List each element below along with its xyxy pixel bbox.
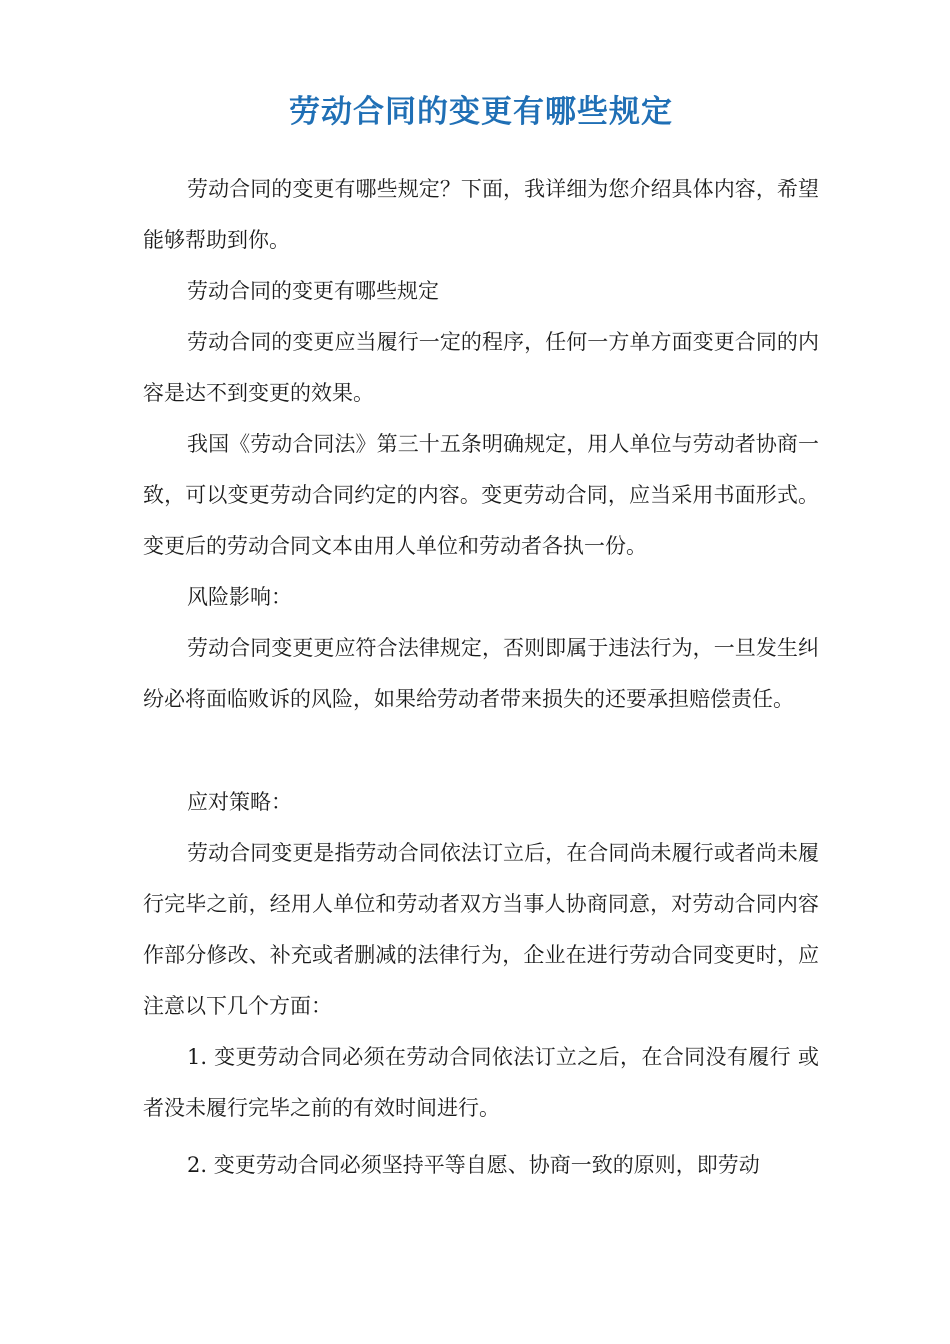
list-item: 2. 变更劳动合同必须坚持平等自愿、协商一致的原则，即劳动: [187, 1153, 760, 1177]
document-body: [143, 164, 819, 1191]
risk-paragraph: 劳动合同变更更应符合法律规定，否则即属于违法行为，一旦发生纠纷必将面临败诉的风险，如果给劳动者带来损失的还要承担赔偿责任。: [143, 636, 819, 711]
document-title: 劳动合同的变更有哪些规定: [289, 94, 673, 130]
risk-label: 风险影响：: [187, 585, 292, 609]
strategy-paragraph: 劳动合同变更是指劳动合同依法订立后，在合同尚未履行或者尚未履行完毕之前，经用人单位和劳动者双方当事人协商同意，对劳动合同内容作部分修改、补充或者删减的法律行为，企业在进行劳动合同变更时，应注意以下几个方面：: [143, 841, 819, 1018]
section-subheading: 劳动合同的变更有哪些规定: [187, 279, 439, 303]
strategy-label: 应对策略：: [187, 790, 292, 814]
intro-paragraph: 劳动合同的变更有哪些规定？下面，我详细为您介绍具体内容，希望能够帮助到你。: [143, 177, 819, 252]
paragraph-procedure: 劳动合同的变更应当履行一定的程序，任何一方单方面变更合同的内容是达不到变更的效果。: [143, 330, 819, 405]
list-item: 1. 变更劳动合同必须在劳动合同依法订立之后，在合同没有履行 或者没未履行完毕之前的有效时间进行。: [143, 1045, 819, 1120]
blank-line: [143, 725, 819, 777]
paragraph-law-article: 我国《劳动合同法》第三十五条明确规定，用人单位与劳动者协商一致，可以变更劳动合同约定的内容。变更劳动合同，应当采用书面形式。变更后的劳动合同文本由用人单位和劳动者各执一份。: [143, 432, 819, 558]
